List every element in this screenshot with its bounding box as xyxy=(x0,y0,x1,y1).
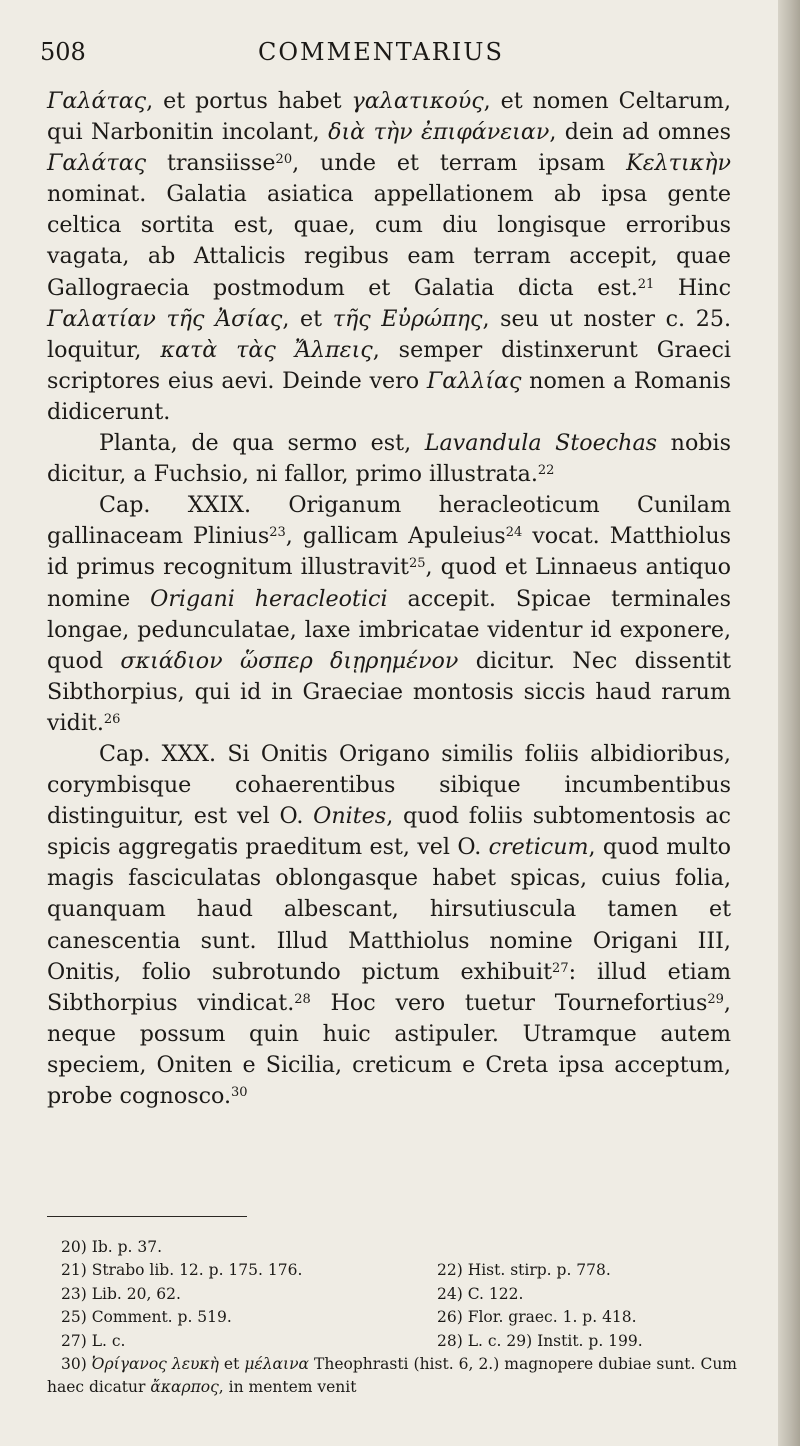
footnote-ref: 27 xyxy=(552,960,569,976)
footnote: 20) Ib. p. 37. xyxy=(61,1238,163,1256)
italic-term: κατὰ τὰς Ἄλπεις xyxy=(160,336,373,363)
italic-term: γαλατικούς xyxy=(351,88,484,114)
italic-term: διὰ τὴν ἐπιφάνειαν xyxy=(328,119,550,146)
text-run: , et nomen Celtarum, qui Narbonitin incolant, xyxy=(47,88,732,146)
page-header xyxy=(40,38,740,70)
text-run: , et xyxy=(282,305,333,332)
text-run: nomen a Romanis didicerunt. xyxy=(47,367,731,425)
footnote-row xyxy=(47,1283,737,1306)
footnote-text: , in mentem venit xyxy=(218,1378,357,1397)
text-run: , dein ad omnes xyxy=(549,119,731,146)
text-run: dicitur. Nec dissentit Sibthorpius, qui id in Graeciae montosis siccis haud rarum vidit. xyxy=(47,647,731,736)
italic-term: τῆς Εὐρώπης xyxy=(332,305,483,332)
text-run: , et portus habet xyxy=(146,88,352,114)
footnote-ref: 25 xyxy=(408,556,426,572)
footnote-ref: 23 xyxy=(269,525,286,541)
text-run: Cap. XXX. Si Onitis Origano similis foliis albidioribus, corymbisque cohaerentibus sibique incumbentibus distinguitur, est vel O. xyxy=(47,740,731,830)
greek-term: ἄκαρπος xyxy=(150,1378,219,1397)
footnote-rule xyxy=(47,1216,247,1217)
text-run: , quod multo magis fasciculatas oblongasque habet spicas, cuius folia, quanquam haud albescant, hirsutiuscula tamen et canescentia sunt. Illud Matthiolus nomine Origani III, Onitis, folio subrotundo pictum exhibuit xyxy=(47,834,731,985)
footnote-30-number: 30) xyxy=(61,1354,92,1373)
footnotes xyxy=(47,1236,737,1400)
footnote-text: Theophrasti (hist. 6, 2.) magnopere dubiae sunt. Cum haec dicatur xyxy=(47,1354,737,1397)
italic-term: Onites xyxy=(313,803,387,830)
footnote-row xyxy=(47,1236,737,1259)
text-run: : illud etiam Sibthorpius vindicat. xyxy=(47,958,732,1016)
paragraph xyxy=(47,428,731,490)
italic-term: creticum xyxy=(488,834,589,861)
paragraph xyxy=(47,86,731,428)
footnote: 24) C. 122. xyxy=(437,1284,524,1303)
footnote-30 xyxy=(47,1353,737,1400)
footnote: 28) L. c. 29) Instit. p. 199. xyxy=(437,1331,643,1350)
greek-term: Ὀρίγανος λευκὴ xyxy=(91,1354,219,1373)
paragraph xyxy=(47,739,731,1112)
text-run: vocat. Matthiolus id primus recognitum illustravit xyxy=(47,523,732,581)
italic-term: Κελτικὴν xyxy=(626,150,731,177)
paragraph xyxy=(47,490,731,739)
italic-term: Origani heracleotici xyxy=(150,585,388,612)
footnote-ref: 26 xyxy=(103,711,121,727)
footnote-row xyxy=(47,1259,737,1282)
text-run: , quod et Linnaeus antiquo nomine xyxy=(47,554,731,612)
text-run: Planta, de qua sermo est, xyxy=(99,430,425,457)
footnote-row xyxy=(47,1330,737,1353)
footnote-ref: 30 xyxy=(231,1085,248,1100)
text-run: , quod foliis subtomentosis ac spicis aggregatis praeditum est, vel O. xyxy=(47,803,731,861)
footnote: 26) Flor. graec. 1. p. 418. xyxy=(437,1308,637,1327)
footnote-ref: 28 xyxy=(294,991,311,1007)
text-run: transiisse xyxy=(146,150,276,177)
footnote-ref: 22 xyxy=(537,463,555,479)
text-run: Cap. XXIX. Origanum heracleoticum Cunilam gallinaceam Plinius xyxy=(47,492,731,550)
text-run: , neque possum quin huic astipuler. Utramque autem speciem, Oniten e Sicilia, creticum e Creta ipsa acceptum, probe cognosco. xyxy=(47,989,731,1109)
text-run: nominat. Galatia asiatica appellationem ab ipsa gente celtica sortita est, quae, cum diu longisque erroribus vagata, ab Attalicis regibus eam terram accepit, quae Gallograecia postmodum et Galatia dicta est. xyxy=(47,181,731,301)
footnote-row xyxy=(47,1306,737,1329)
footnote: 21) Strabo lib. 12. p. 175. 176. xyxy=(61,1261,303,1280)
italic-term: σκιάδιον ὥσπερ διῃρημένον xyxy=(120,647,459,674)
text-run: Hinc xyxy=(654,274,731,301)
footnote: 25) Comment. p. 519. xyxy=(61,1308,232,1327)
italic-term: Γαλλίας xyxy=(426,367,522,394)
text-run: , semper distinxerunt Graeci scriptores eius aevi. Deinde vero xyxy=(47,336,731,394)
footnote: 27) L. c. xyxy=(61,1331,126,1350)
text-run: accepit. Spicae terminales longae, pedunculatae, laxe imbricatae videntur id exponere, quod xyxy=(47,585,731,674)
running-title: COMMENTARIUS xyxy=(258,38,504,66)
text-run: , gallicam Apuleius xyxy=(285,523,506,550)
page-number: 508 xyxy=(40,38,86,66)
italic-term: Lavandula Stoechas xyxy=(424,430,658,457)
footnote-ref: 20 xyxy=(275,152,293,168)
main-text xyxy=(47,86,731,1112)
footnote-ref: 21 xyxy=(637,276,655,292)
italic-term: Γαλάτας xyxy=(47,88,147,114)
page-gutter-shadow xyxy=(778,0,800,1446)
text-run: , unde et terram ipsam xyxy=(292,150,627,177)
text-run: , seu ut noster c. 25. loquitur, xyxy=(47,305,732,363)
italic-term: Γαλατίαν τῆς Ἀσίας xyxy=(47,305,283,332)
footnote-ref: 29 xyxy=(707,991,724,1007)
greek-term: μέλαινα xyxy=(244,1354,309,1373)
italic-term: Γαλάτας xyxy=(47,150,147,177)
text-run: Hoc vero tuetur Tournefortius xyxy=(310,989,708,1016)
footnote: 22) Hist. stirp. p. 778. xyxy=(437,1261,611,1280)
footnote: 23) Lib. 20, 62. xyxy=(61,1284,181,1303)
footnote-text: et xyxy=(218,1354,245,1373)
footnote-ref: 24 xyxy=(505,525,523,541)
text-run: nobis dicitur, a Fuchsio, ni fallor, primo illustrata. xyxy=(47,430,731,488)
